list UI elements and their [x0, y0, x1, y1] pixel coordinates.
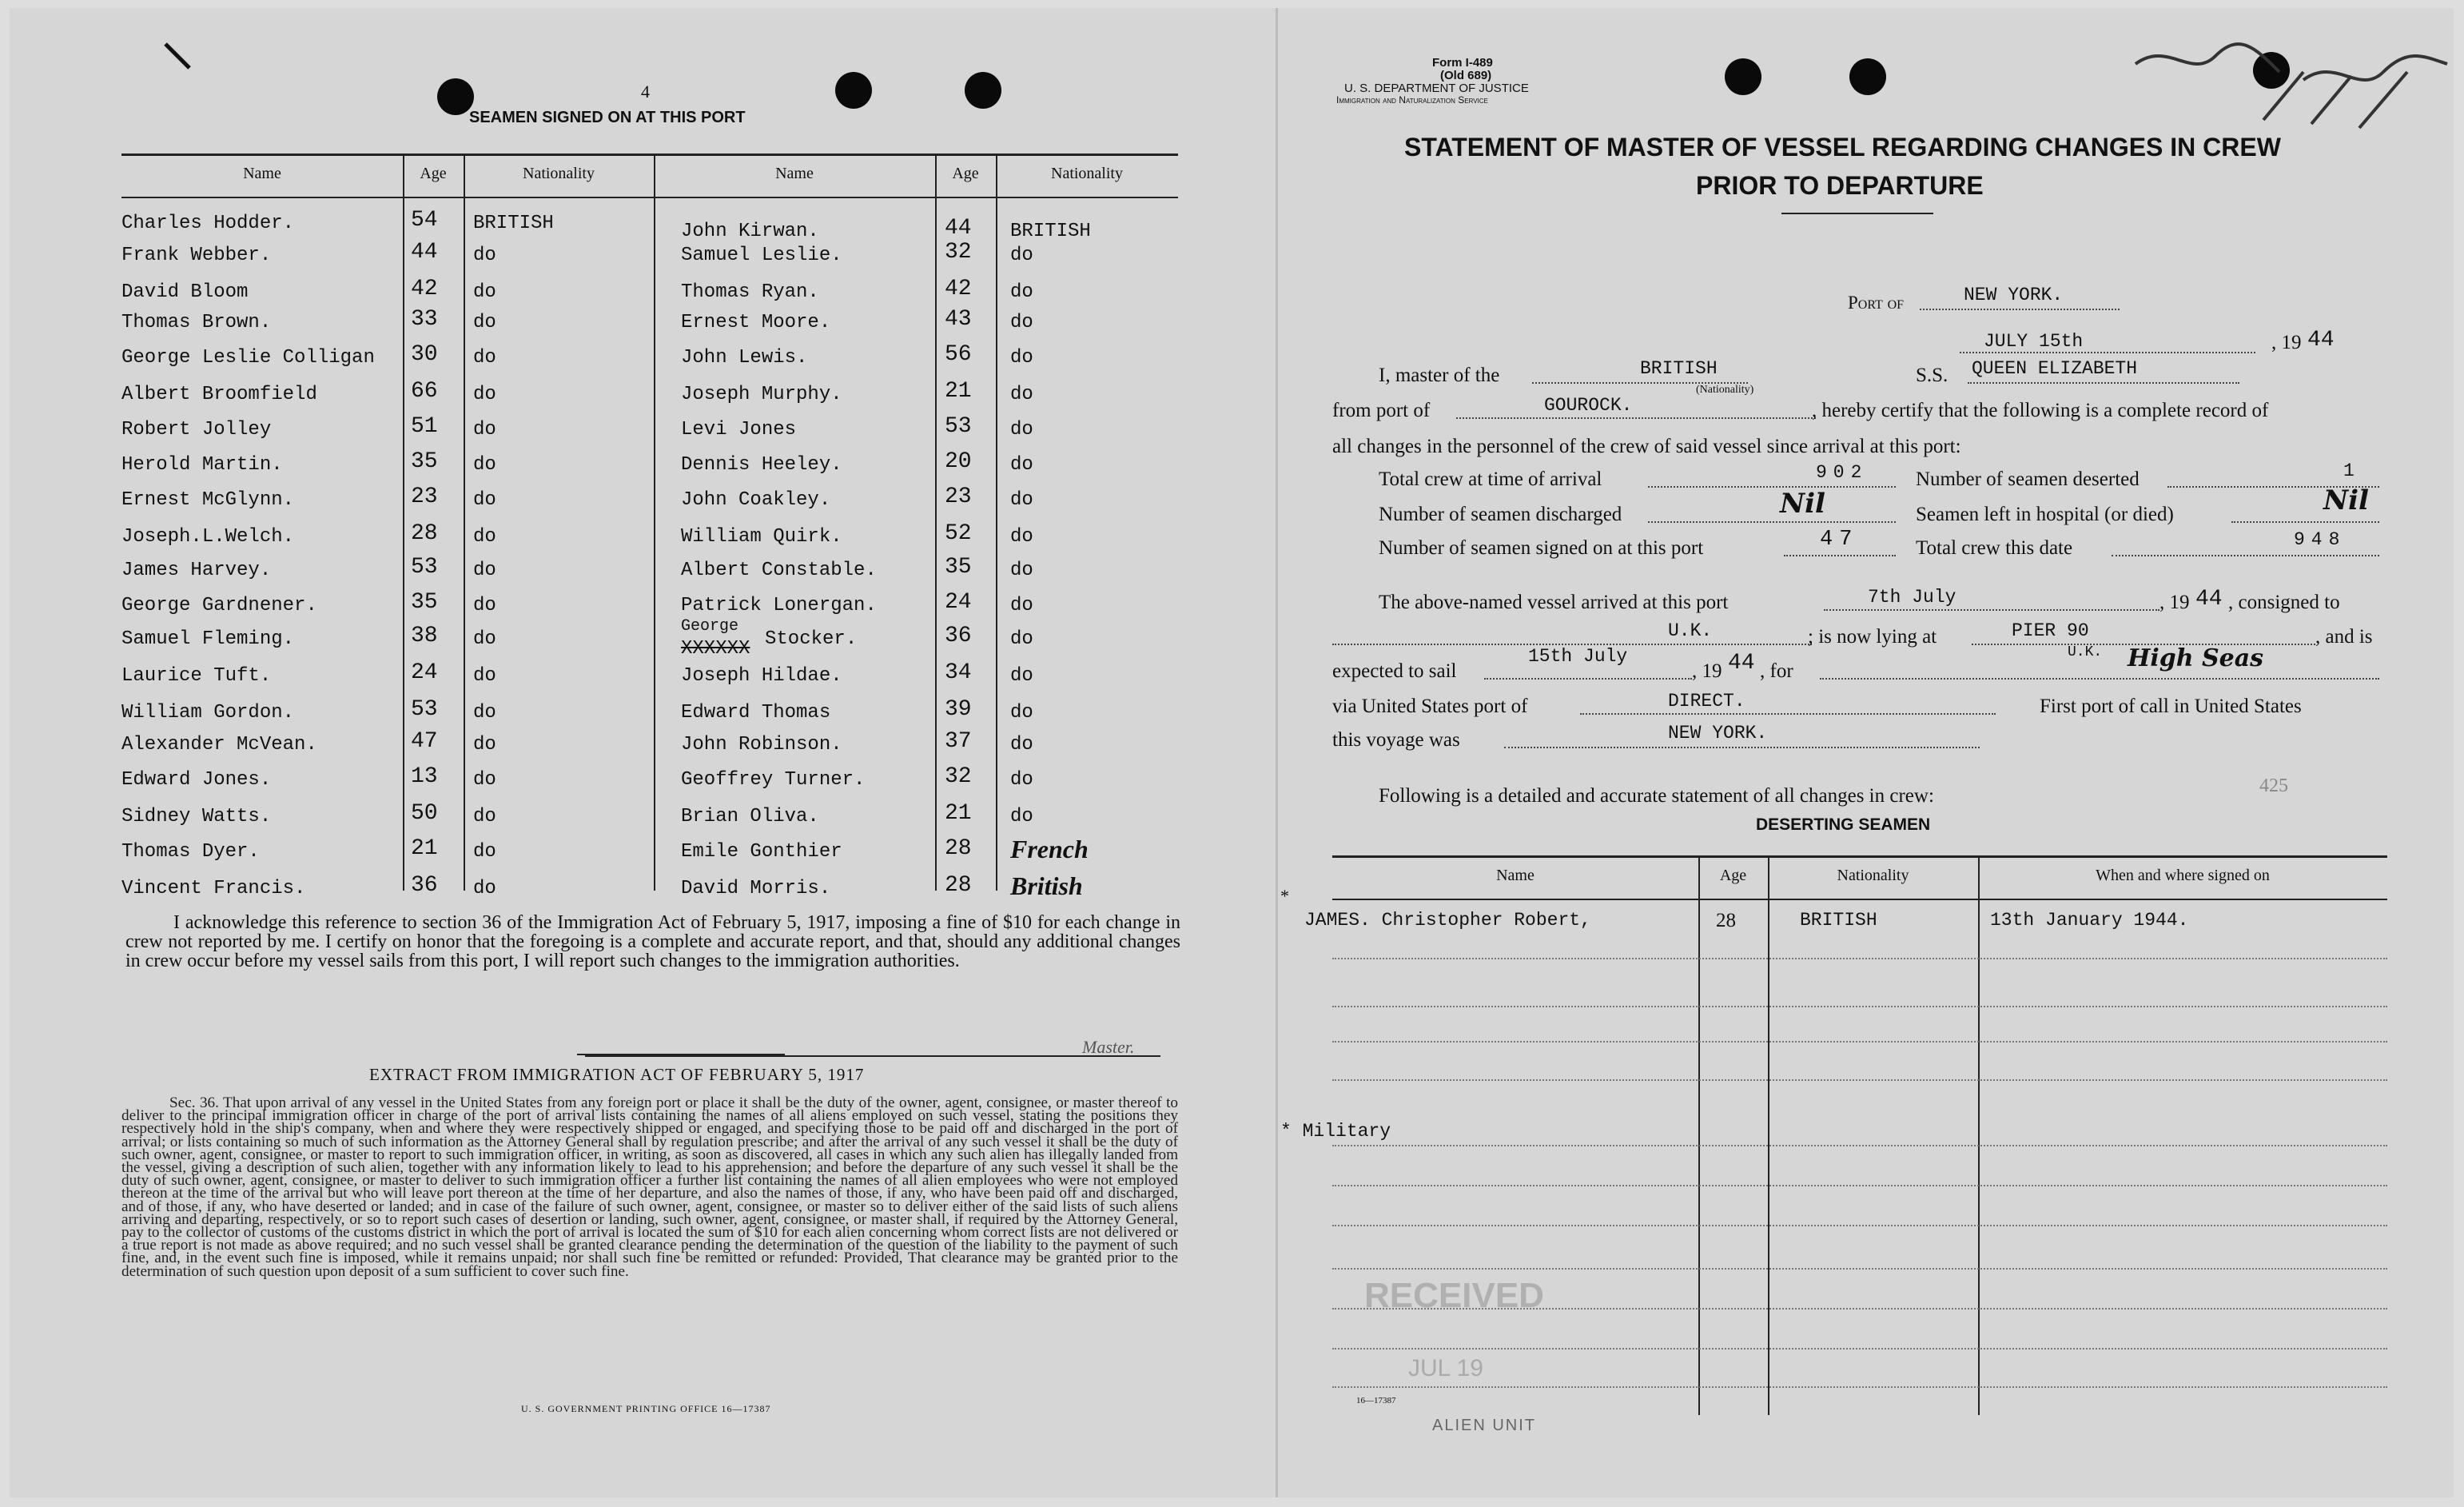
seaman-nationality: do [1010, 281, 1033, 303]
seaman-nationality: do [1010, 454, 1033, 476]
seaman-name: John Coakley. [681, 489, 831, 511]
from-port-value: GOUROCK. [1544, 395, 1633, 416]
seaman-nationality: do [473, 702, 496, 724]
seaman-name: Joseph.L.Welch. [121, 526, 295, 548]
seaman-age: 28 [411, 521, 438, 546]
deserter-signed: 13th January 1944. [1990, 910, 2189, 931]
via-value: DIRECT. [1668, 691, 1745, 712]
extract-text: Sec. 36. That upon arrival of any vessel in the United States from any foreign port or place it shall be the duty of the owner, agent, consignee, or master thereof to deliver to the principal immigration officer in charge of the port of arrival lists containing the names of all aliens employed on such vessel, stating the positions they respectively hold in the ship's company, when and where they were respectively shipped or engaged, and specifying those to be paid off and discharged in the port of arrival; or lists containing so much of such information as the Attorney General shall by regulation prescribe; and after the arrival of any such vessel it shall be the duty of such owner, agent, consignee, or master to report to such immigration officer, in writing, as soon as discovered, all cases in which any such alien has illegally landed from the vessel, giving a description of such alien, together with any information likely to lead to his apprehension; and before the departure of any such vessel it shall be the duty of such owner, agent, consignee, or master to deliver to such immigration officer a further list containing the names of all alien employees who were not employed thereon at the time of the arrival but who will leave port thereon at the time of her departure, and also the names of those, if any, who have been paid off and discharged, and of those, if any, who have deserted or landed; and in case of the failure of such owner, agent, consignee, or master so to deliver either of the said lists of such aliens arriving and departing, respectively, or so to report such cases of desertion or landing, such owner, agent, consignee, or master shall, if required by the Attorney General, pay to the collector of customs of the customs district in which the port of arrival is located the sum of $10 for each alien concerning whom correct lists are not delivered or a true report is not made as above required; and no such vessel shall be granted clearance pending the determination of the question of the liability to the payment of such fine, and, in the event such fine is imposed, while it remains unpaid; nor shall such fine be remitted or refunded: Provided, That clearance may be granted prior to the determination of such question upon deposit of a sum sufficient to cover such fine. [121, 1094, 1178, 1280]
seaman-age: 39 [945, 697, 972, 722]
struck-text: XXXXXX [681, 638, 750, 660]
seaman-age: 23 [945, 484, 972, 509]
seaman-nationality: do [473, 454, 496, 476]
arrived-value: 7th July [1868, 587, 1956, 608]
footer-code: 16—17387 [1356, 1396, 1396, 1405]
seaman-age: 53 [945, 414, 972, 439]
punch-hole [1849, 58, 1886, 95]
master-of-label: I, master of the [1379, 365, 1500, 386]
seaman-nationality: do [473, 628, 496, 650]
discharged-value: Nil [1780, 488, 1825, 520]
seaman-age: 44 [945, 216, 972, 241]
hospital-label: Seamen left in hospital (or died) [1916, 504, 2174, 525]
seaman-age: 42 [945, 277, 972, 301]
seaman-nationality: do [1010, 628, 1033, 650]
seaman-name: Thomas Brown. [121, 312, 272, 333]
seaman-name: Robert Jolley [121, 419, 272, 441]
page-number: 4 [641, 82, 650, 102]
seaman-nationality: do [473, 560, 496, 581]
acknowledgement-text: I acknowledge this reference to section 36 of the Immigration Act of February 5, 1917, imposing a fine of $10 for each change in crew not reported by me. I certify on honor that the foregoing is a complete and accurate report, and that, should any additional changes in crew occur before my vessel sails from this port, I will report such changes to the immigration authorities. [125, 912, 1180, 971]
seaman-name: Brian Oliva. [681, 806, 819, 827]
seaman-name: David Morris. [681, 878, 831, 899]
deserted-label: Number of seamen deserted [1916, 468, 2140, 490]
seaman-age: 42 [411, 277, 438, 301]
seaman-age: 28 [945, 873, 972, 898]
seaman-age: 32 [945, 764, 972, 789]
signed-on-value: 47 [1820, 528, 1859, 552]
scan-mark [161, 40, 201, 80]
seaman-nationality: do [1010, 489, 1033, 511]
punch-hole [1725, 58, 1761, 95]
seaman-nationality: BRITISH [1010, 221, 1091, 242]
punch-hole [835, 72, 872, 109]
lying-at-label: ; is now lying at [1808, 626, 1937, 648]
certify-text-2: all changes in the personnel of the crew of said vessel since arrival at this port: [1332, 436, 1961, 457]
seaman-name: Samuel Leslie. [681, 245, 842, 266]
seaman-age: 50 [411, 801, 438, 826]
seaman-name: James Harvey. [121, 560, 272, 581]
seaman-nationality: do [1010, 245, 1033, 266]
hospital-value: Nil [2323, 484, 2369, 516]
col-header-age: Age [952, 165, 979, 182]
seaman-name: John Lewis. [681, 347, 808, 369]
extract-rule [577, 1054, 785, 1055]
seaman-age: 52 [945, 521, 972, 546]
seamen-signed-table [121, 153, 1178, 900]
seaman-name: Levi Jones [681, 419, 797, 441]
seaman-name: Samuel Fleming. [121, 628, 295, 650]
ship-name: QUEEN ELIZABETH [1972, 358, 2138, 379]
seaman-age: 35 [411, 449, 438, 474]
seaman-name: Joseph Murphy. [681, 384, 842, 405]
seaman-nationality: do [473, 489, 496, 511]
seaman-age: 36 [945, 624, 972, 648]
seaman-name: Emile Gonthier [681, 841, 842, 863]
via-label: via United States port of [1332, 696, 1528, 717]
from-port-label: from port of [1332, 400, 1431, 421]
service: Immigration and Naturalization Service [1336, 94, 1488, 106]
arrived-year-prefix: , 19 [2159, 592, 2190, 613]
seaman-name: Patrick Lonergan. [681, 595, 877, 616]
seaman-age: 53 [411, 697, 438, 722]
seaman-age: 13 [411, 764, 438, 789]
seaman-age: 47 [411, 729, 438, 754]
voyage-value: NEW YORK. [1668, 723, 1768, 744]
seaman-nationality: do [1010, 806, 1033, 827]
seaman-name: Frank Webber. [121, 245, 272, 266]
lying-at-value: PIER 90 [2012, 620, 2089, 641]
and-is-label: , and is [2315, 626, 2373, 648]
year-suffix: 44 [2307, 328, 2335, 353]
stamp-date: JUL 19 [1408, 1355, 1483, 1381]
corner-annotation [2120, 24, 2455, 144]
seaman-age: 37 [945, 729, 972, 754]
form-old: (Old 689) [1440, 69, 1492, 82]
seaman-age: 51 [411, 414, 438, 439]
des-col-nationality: Nationality [1837, 867, 1909, 884]
seaman-nationality: do [473, 806, 496, 827]
seaman-age: 28 [945, 836, 972, 861]
port-of-label: Port of [1848, 293, 1905, 313]
port-value: NEW YORK. [1964, 285, 2064, 305]
seaman-nationality: do [473, 347, 496, 369]
total-date-label: Total crew this date [1916, 537, 2073, 559]
department: U. S. DEPARTMENT OF JUSTICE [1344, 82, 1529, 95]
deserting-table [1332, 855, 2387, 1447]
left-page-title: SEAMEN SIGNED ON AT THIS PORT [469, 109, 746, 126]
seaman-nationality: do [473, 526, 496, 548]
sail-year: 44 [1728, 651, 1755, 676]
voyage-label: this voyage was [1332, 729, 1460, 751]
des-col-signed: When and where signed on [2096, 867, 2270, 884]
col-header-age: Age [420, 165, 447, 182]
seaman-age: 43 [945, 307, 972, 332]
seaman-name: David Bloom [121, 281, 249, 303]
seaman-name: George Leslie Colligan [121, 347, 375, 369]
signed-on-label: Number of seamen signed on at this port [1379, 537, 1704, 559]
seaman-name: Ernest McGlynn. [121, 489, 295, 511]
seaman-nationality: do [473, 769, 496, 791]
form-title-2: PRIOR TO DEPARTURE [1696, 171, 1984, 200]
year-prefix: , 19 [2271, 332, 2302, 353]
seaman-name: Edward Thomas [681, 702, 831, 724]
seaman-name: William Quirk. [681, 526, 842, 548]
deserting-title: DESERTING SEAMEN [1756, 815, 1931, 834]
received-stamp: RECEIVED [1364, 1276, 1544, 1315]
seaman-nationality: BRITISH [473, 213, 554, 234]
seaman-nationality: French [1010, 835, 1089, 863]
seaman-name: Thomas Dyer. [121, 841, 260, 863]
col-header-name: Name [775, 165, 814, 182]
seaman-name: George Gardnener. [121, 595, 317, 616]
seaman-name: Ernest Moore. [681, 312, 831, 333]
printing-office: U. S. GOVERNMENT PRINTING OFFICE 16—17387 [521, 1403, 771, 1414]
consigned-label: , consigned to [2228, 592, 2340, 613]
sail-date: 15th July [1528, 646, 1628, 667]
for-handwritten: High Seas [2128, 644, 2264, 672]
margin-number: 425 [2259, 775, 2288, 796]
seaman-age: 66 [411, 379, 438, 404]
seaman-nationality: do [1010, 769, 1033, 791]
seaman-age: 33 [411, 307, 438, 332]
seaman-age: 30 [411, 342, 438, 367]
seaman-nationality: do [1010, 734, 1033, 755]
seaman-nationality: do [1010, 702, 1033, 724]
seaman-nationality: do [473, 312, 496, 333]
seaman-age: 53 [411, 555, 438, 580]
nationality-caption: (Nationality) [1696, 384, 1754, 396]
document-scan [10, 8, 2454, 1497]
total-arrival-label: Total crew at time of arrival [1379, 468, 1602, 490]
seaman-name: Albert Broomfield [121, 384, 317, 405]
col-header-name: Name [243, 165, 281, 182]
seaman-nationality: do [1010, 312, 1033, 333]
seaman-age: 23 [411, 484, 438, 509]
stamp-unit: ALIEN UNIT [1432, 1417, 1537, 1434]
des-col-name: Name [1496, 867, 1535, 884]
date-value: JULY 15th [1984, 331, 2084, 352]
for-value: U.K. [2068, 644, 2103, 660]
seaman-nationality: do [473, 841, 496, 863]
military-note: * Military [1280, 1121, 1391, 1142]
seaman-nationality: do [1010, 665, 1033, 687]
seaman-name: Vincent Francis. [121, 878, 306, 899]
seaman-name: Stocker. [765, 628, 858, 650]
seaman-nationality: do [473, 665, 496, 687]
expected-label: expected to sail [1332, 660, 1457, 682]
seaman-nationality: do [473, 245, 496, 266]
seaman-age: 44 [411, 240, 438, 265]
master-label: Master. [1082, 1037, 1135, 1057]
deserter-name: JAMES. Christopher Robert, [1304, 910, 1591, 931]
seaman-name: Thomas Ryan. [681, 281, 819, 303]
discharged-label: Number of seamen discharged [1379, 504, 1622, 525]
seaman-nationality: do [1010, 419, 1033, 441]
seaman-nationality: do [1010, 560, 1033, 581]
arrived-label: The above-named vessel arrived at this port [1379, 592, 1729, 613]
deserter-nationality: BRITISH [1800, 910, 1877, 931]
seaman-age: 54 [411, 208, 438, 233]
deserter-asterisk: * [1280, 886, 1289, 906]
seaman-name: Laurice Tuft. [121, 665, 272, 687]
seaman-nationality: do [1010, 526, 1033, 548]
seaman-name: Herold Martin. [121, 454, 283, 476]
form-number: Form I-489 [1432, 56, 1493, 70]
seaman-name: Sidney Watts. [121, 806, 272, 827]
seaman-age: 20 [945, 449, 972, 474]
deserted-value: 1 [2343, 460, 2355, 481]
seaman-age: 21 [945, 379, 972, 404]
seaman-nationality: do [473, 419, 496, 441]
seaman-age: 24 [411, 660, 438, 685]
seaman-age: 34 [945, 660, 972, 685]
col-header-nationality: Nationality [523, 165, 595, 182]
seaman-nationality: do [473, 384, 496, 405]
des-col-age: Age [1719, 867, 1747, 884]
col-header-nationality: Nationality [1051, 165, 1123, 182]
punch-hole [965, 72, 1001, 109]
seaman-name: Dennis Heeley. [681, 454, 842, 476]
seaman-age: 35 [945, 555, 972, 580]
total-date-value: 948 [2294, 529, 2347, 550]
nationality-value: BRITISH [1640, 358, 1718, 379]
extract-title: EXTRACT FROM IMMIGRATION ACT OF FEBRUARY 5, 1917 [369, 1065, 865, 1084]
seaman-name: Edward Jones. [121, 769, 272, 791]
seaman-name: Albert Constable. [681, 560, 877, 581]
seaman-nationality: do [473, 734, 496, 755]
sail-year-prefix: , 19 [1692, 660, 1722, 682]
total-arrival-value: 902 [1816, 462, 1869, 483]
seaman-nationality: do [1010, 384, 1033, 405]
seaman-name: William Gordon. [121, 702, 295, 724]
master-signature-line [585, 1055, 1160, 1057]
seaman-name: Charles Hodder. [121, 213, 295, 234]
seaman-nationality: do [473, 595, 496, 616]
seaman-nationality: do [1010, 347, 1033, 369]
consignee: U.K. [1668, 620, 1713, 641]
seaman-nationality: British [1010, 871, 1083, 900]
seaman-name: Alexander McVean. [121, 734, 317, 755]
certify-text: , hereby certify that the following is a complete record of [1812, 400, 2269, 421]
seaman-name: John Robinson. [681, 734, 842, 755]
seaman-age: 21 [945, 801, 972, 826]
seaman-age: 35 [411, 590, 438, 615]
seaman-age: 56 [945, 342, 972, 367]
form-title-1: STATEMENT OF MASTER OF VESSEL REGARDING CHANGES IN CREW [1404, 133, 2281, 161]
seaman-age: 36 [411, 873, 438, 898]
ss-label: S.S. [1916, 365, 1949, 386]
page-fold [1276, 8, 1278, 1497]
seaman-name: Geoffrey Turner. [681, 769, 866, 791]
seaman-age: 32 [945, 240, 972, 265]
arrived-year: 44 [2195, 587, 2223, 612]
seaman-age: 21 [411, 836, 438, 861]
seaman-age: 38 [411, 624, 438, 648]
seaman-name: John Kirwan. [681, 221, 819, 242]
seaman-nationality: do [1010, 595, 1033, 616]
title-rule [1781, 213, 1933, 214]
seaman-name: Joseph Hildae. [681, 665, 842, 687]
seaman-age: 24 [945, 590, 972, 615]
seaman-nationality: do [473, 281, 496, 303]
for-label: , for [1760, 660, 1793, 682]
seaman-nationality: do [473, 878, 496, 899]
stocker-first-name: George [681, 617, 739, 636]
first-port-label: First port of call in United States [2040, 696, 2302, 717]
deserter-age: 28 [1716, 910, 1736, 931]
following-text: Following is a detailed and accurate statement of all changes in crew: [1379, 785, 1934, 807]
